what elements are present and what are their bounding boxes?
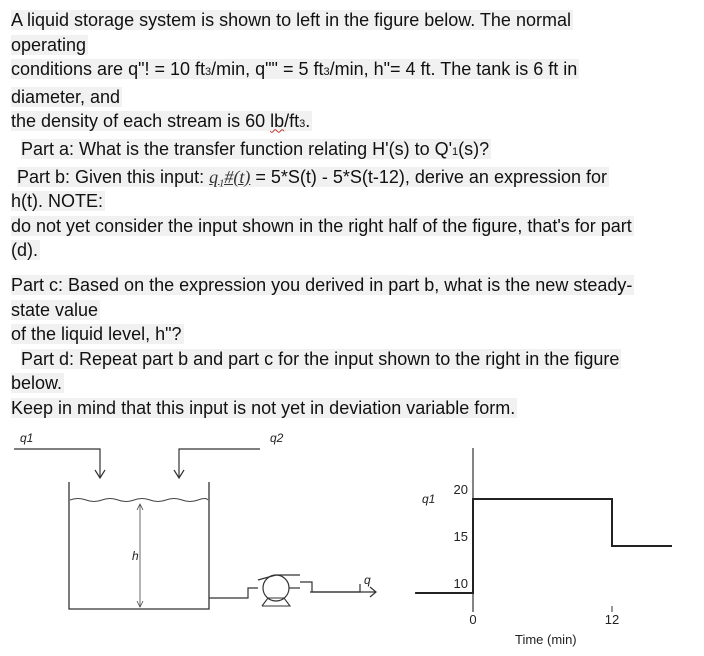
problem-line-5 <box>11 109 696 137</box>
part-b-end: = 5*S(t) - 5*S(t-12), derive an expression for <box>250 166 607 187</box>
density-a: the density of each stream is 60 <box>11 111 271 132</box>
part-a-sub: 1 <box>452 145 459 158</box>
spacer <box>11 263 696 273</box>
tank-diagram <box>0 420 400 656</box>
part-d-line-3 <box>11 396 696 421</box>
part-b-note-2: do not yet consider the input shown in the right half of the figure, that's for part <box>11 215 632 236</box>
q1-label: q1 <box>20 431 34 445</box>
part-c-text-3: of the liquid level, h"? <box>11 324 182 345</box>
part-b-start: Part b: Given this input: <box>17 166 210 187</box>
part-a-text <box>21 139 491 159</box>
part-a-main: Part a: What is the transfer function relating H'(s) to Q' <box>21 138 453 159</box>
conditions-b: /min, q"" = 5 ft <box>211 59 324 80</box>
intro-text-1: A liquid storage system is shown to left in the figure below. The normal <box>11 10 571 30</box>
part-c <box>11 273 696 298</box>
pump-base <box>262 598 290 606</box>
density-dot: . <box>305 111 311 132</box>
pump <box>263 575 289 601</box>
h-label: h <box>132 549 139 563</box>
conditions-c: /min, h"= 4 ft. The tank is 6 ft in <box>329 59 578 80</box>
part-a-end: (s)? <box>458 138 490 159</box>
diameter-text: diameter, and <box>11 86 121 107</box>
part-d-text-1: Part d: Repeat part b and part c for the input shown to the right in the figure <box>21 348 620 369</box>
discharge-pipe <box>300 582 360 592</box>
liquid-surface <box>70 499 208 502</box>
problem-line-3 <box>11 57 696 85</box>
part-d <box>11 347 696 372</box>
y-axis-label: q1 <box>422 492 436 506</box>
part-b-line-2 <box>11 189 696 214</box>
density-b: /ft <box>284 111 300 132</box>
part-d-line-2 <box>11 371 696 396</box>
inlet-pipe-2 <box>179 449 260 478</box>
problem-line-4 <box>11 85 696 110</box>
part-c-line-2 <box>11 298 696 323</box>
part-d-text-3: Keep in mind that this input is not yet in deviation variable form. <box>11 397 516 418</box>
part-b-text <box>17 167 609 187</box>
conditions-text <box>11 59 579 79</box>
y-tick-label: 15 <box>453 529 468 544</box>
part-c-line-3 <box>11 322 696 347</box>
problem-line-2 <box>11 33 696 58</box>
part-b-math: q₁#(t) <box>209 166 251 187</box>
conditions-a: conditions are q"! = 10 ft <box>11 59 206 80</box>
x-tick-label: 12 <box>604 612 620 627</box>
intro-text-2: operating <box>11 34 87 55</box>
density-text <box>11 111 312 131</box>
q-out-label: q <box>364 573 371 587</box>
part-b <box>11 165 696 190</box>
part-c-text-1: Part c: Based on the expression you derived in part b, what is the new steady- <box>11 274 633 295</box>
part-b-line-3 <box>11 214 696 239</box>
part-b-note-3: (d). <box>11 240 38 261</box>
problem-text <box>11 8 696 421</box>
conditions-sub-2: 3 <box>323 66 330 79</box>
y-tick-label: 10 <box>453 576 468 591</box>
part-c-text-2: state value <box>11 299 99 320</box>
part-b-line-4 <box>11 238 696 263</box>
part-d-text-2: below. <box>11 373 63 394</box>
part-a <box>11 137 696 165</box>
inlet-pipe-1 <box>14 449 100 478</box>
q2-label: q2 <box>270 431 284 445</box>
outlet-pipe <box>209 588 258 598</box>
x-tick-label: 0 <box>469 612 477 627</box>
y-ticks <box>454 482 468 591</box>
x-axis-label: Time (min) <box>515 632 577 647</box>
x-ticks <box>469 606 619 627</box>
part-b-note: h(t). NOTE: <box>11 191 104 212</box>
figure <box>0 420 704 656</box>
problem-line-1 <box>11 8 696 33</box>
density-unit: lb <box>270 111 285 132</box>
y-tick-label: 20 <box>453 482 468 497</box>
density-sub: 3 <box>299 118 306 131</box>
conditions-sub-1: 3 <box>205 66 212 79</box>
input-chart <box>400 420 704 656</box>
